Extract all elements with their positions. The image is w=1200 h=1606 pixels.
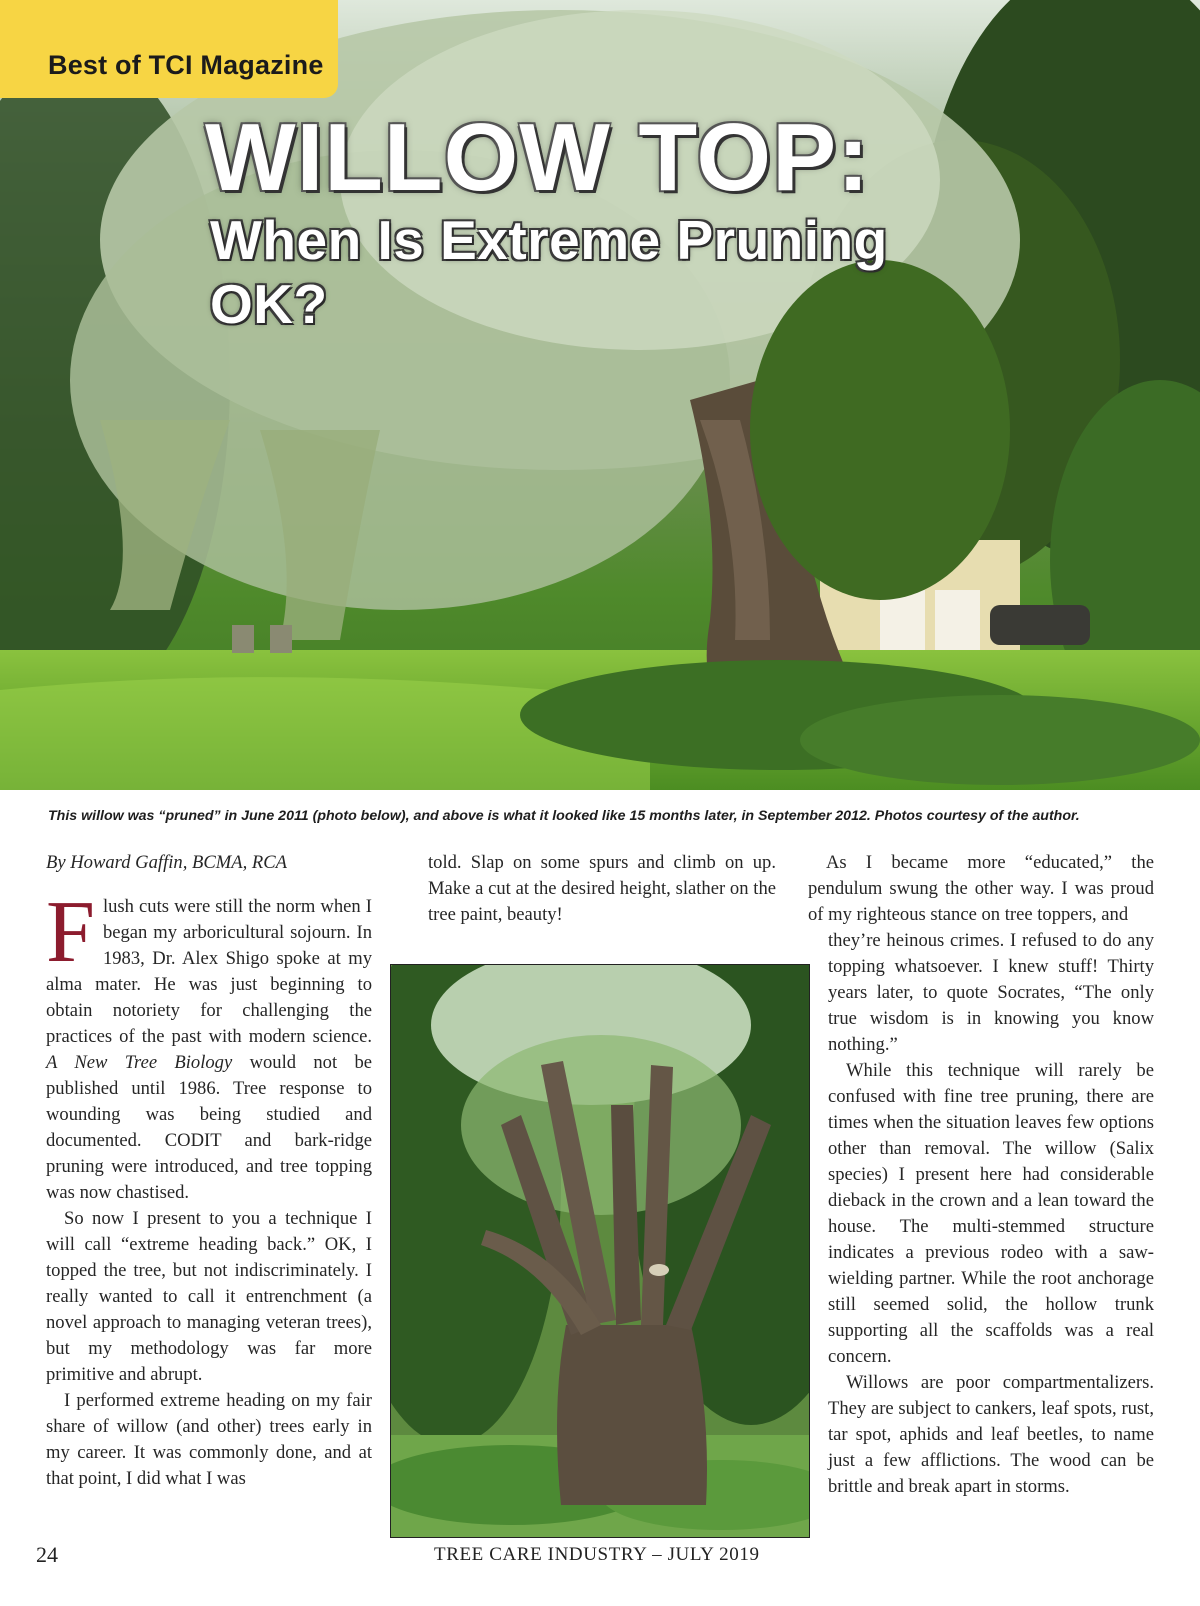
headline: WILLOW TOP: — [205, 104, 871, 211]
subheadline: When Is Extreme Pruning OK? — [210, 209, 888, 335]
section-badge-label: Best of TCI Magazine — [48, 50, 324, 80]
running-footer: TREE CARE INDUSTRY – JULY 2019 — [434, 1544, 760, 1565]
pruned-willow-illustration — [391, 965, 809, 1537]
article-column-3 — [808, 850, 1154, 1500]
paragraph-5: While this technique will rarely be confused with fine tree pruning, there are times when the situation leaves few options other than removal. The willow (Salix species) I present here had considerable dieback in the crown and a lean toward the house. The multi-stemmed structure indicates a previous rodeo with a saw-wielding partner. While the root anchorage still seemed solid, the hollow trunk supporting all the scaffolds was a real concern. — [828, 1060, 1154, 1367]
hero-photo — [0, 0, 1200, 790]
photo-caption: This willow was “pruned” in June 2011 (photo below), and above is what it looked like 15 months later, in September 2012. Photos courtesy of the author. — [48, 808, 1080, 824]
paragraph-2: So now I present to you a technique I will call “extreme heading back.” OK, I topped the tree, but not indiscriminately. I really wanted to call it entrenchment (a novel approach to managing veteran trees), but my methodology was far more primitive and abrupt. — [46, 1208, 372, 1385]
paragraph-4-start: As I became more “educated,” the pendulum swung the other way. I was proud of my righteous stance on tree toppers, and — [808, 852, 1154, 925]
byline: By Howard Gaffin, BCMA, RCA — [46, 852, 288, 873]
paragraph-3-continued: told. Slap on some spurs and climb on up. Make a cut at the desired height, slather on the tree paint, beauty! — [428, 852, 776, 925]
paragraph-1-text: lush cuts were still the norm when I began my arboricultural sojourn. In 1983, Dr. Alex Shigo spoke at my alma mater. He was just beginning to obtain notoriety for challenging the practices of the past with modern science. — [46, 896, 372, 1047]
paragraph-3: I performed extreme heading on my fair share of willow (and other) trees early in my career. It was commonly done, and at that point, I did what I was — [46, 1390, 372, 1489]
paragraph-1 — [46, 884, 372, 1206]
drop-cap: F — [46, 884, 95, 981]
section-badge — [0, 0, 338, 98]
article-column-2 — [428, 850, 776, 928]
paragraph-1-end: would not be published until 1986. Tree response to wounding was being studied and documented. CODIT and bark-ridge pruning were introduced, and tree topping was now chastised. — [46, 1052, 372, 1203]
paragraph-4-end: they’re heinous crimes. I refused to do any topping whatsoever. I knew stuff! Thirty years later, to quote Socrates, “The only true wisdom is in knowing you know nothing.” — [828, 930, 1154, 1055]
article-column-1 — [46, 850, 372, 1492]
page-number: 24 — [36, 1542, 58, 1567]
book-title: A New Tree Biology — [46, 1052, 233, 1073]
inset-photo-pruned-willow — [390, 964, 810, 1538]
paragraph-6: Willows are poor compartmentalizers. They are subject to cankers, leaf spots, rust, tar spot, aphids and leaf beetles, to name just a few afflictions. The wood can be brittle and break apart in storms. — [828, 1372, 1154, 1497]
